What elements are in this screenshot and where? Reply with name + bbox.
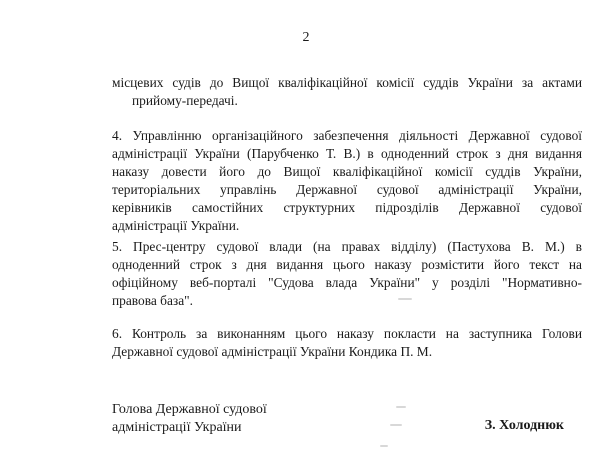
text-line: 5. Прес-центру судової влади (на правах відділу) (Пастухова В. М.) в	[112, 239, 582, 254]
text-line: керівників самостійних структурних підрозділів Державної судової	[112, 200, 582, 215]
scan-artifact	[398, 298, 412, 300]
paragraph-5	[112, 238, 582, 310]
text-line: адміністрації України.	[112, 218, 240, 233]
text-line: одноденний строк з дня видання цього наказу розмістити його текст на	[112, 257, 582, 272]
text-line: 6. Контроль за виконанням цього наказу покласти на заступника Голови	[112, 326, 582, 341]
text-line: правова база".	[112, 293, 193, 308]
text-line: офіційному веб-порталі "Судова влада України" у розділі "Нормативно-	[112, 275, 582, 290]
signatory-title-line: адміністрації України	[112, 420, 242, 435]
text-line: територіальних управлінь Державної судової адміністрації України,	[112, 182, 582, 197]
text-line: наказу довести його до Вищої кваліфікаційної комісії суддів України,	[112, 164, 582, 179]
paragraph-6	[112, 325, 582, 361]
signatory-name: З. Холоднюк	[484, 418, 564, 433]
scan-artifact	[380, 445, 388, 447]
text-line: Державної судової адміністрації України Кондика П. М.	[112, 344, 433, 359]
signature-block	[112, 401, 582, 441]
text-line: адміністрації України (Парубченко Т. В.) в одноденний строк з дня видання	[112, 146, 582, 161]
signatory-title	[112, 401, 267, 437]
page-number: 2	[302, 30, 310, 45]
text-line: 4. Управлінню організаційного забезпечення діяльності Державної судової	[112, 128, 582, 143]
paragraph-intro	[112, 74, 582, 110]
scan-artifact	[396, 406, 406, 408]
signatory-title-line: Голова Державної судової	[112, 402, 267, 417]
paragraph-4	[112, 127, 582, 235]
scan-artifact	[390, 424, 402, 426]
text-line: прийому-передачі.	[132, 93, 238, 108]
text-line: місцевих судів до Вищої кваліфікаційної комісії суддів України за актами	[112, 75, 582, 90]
